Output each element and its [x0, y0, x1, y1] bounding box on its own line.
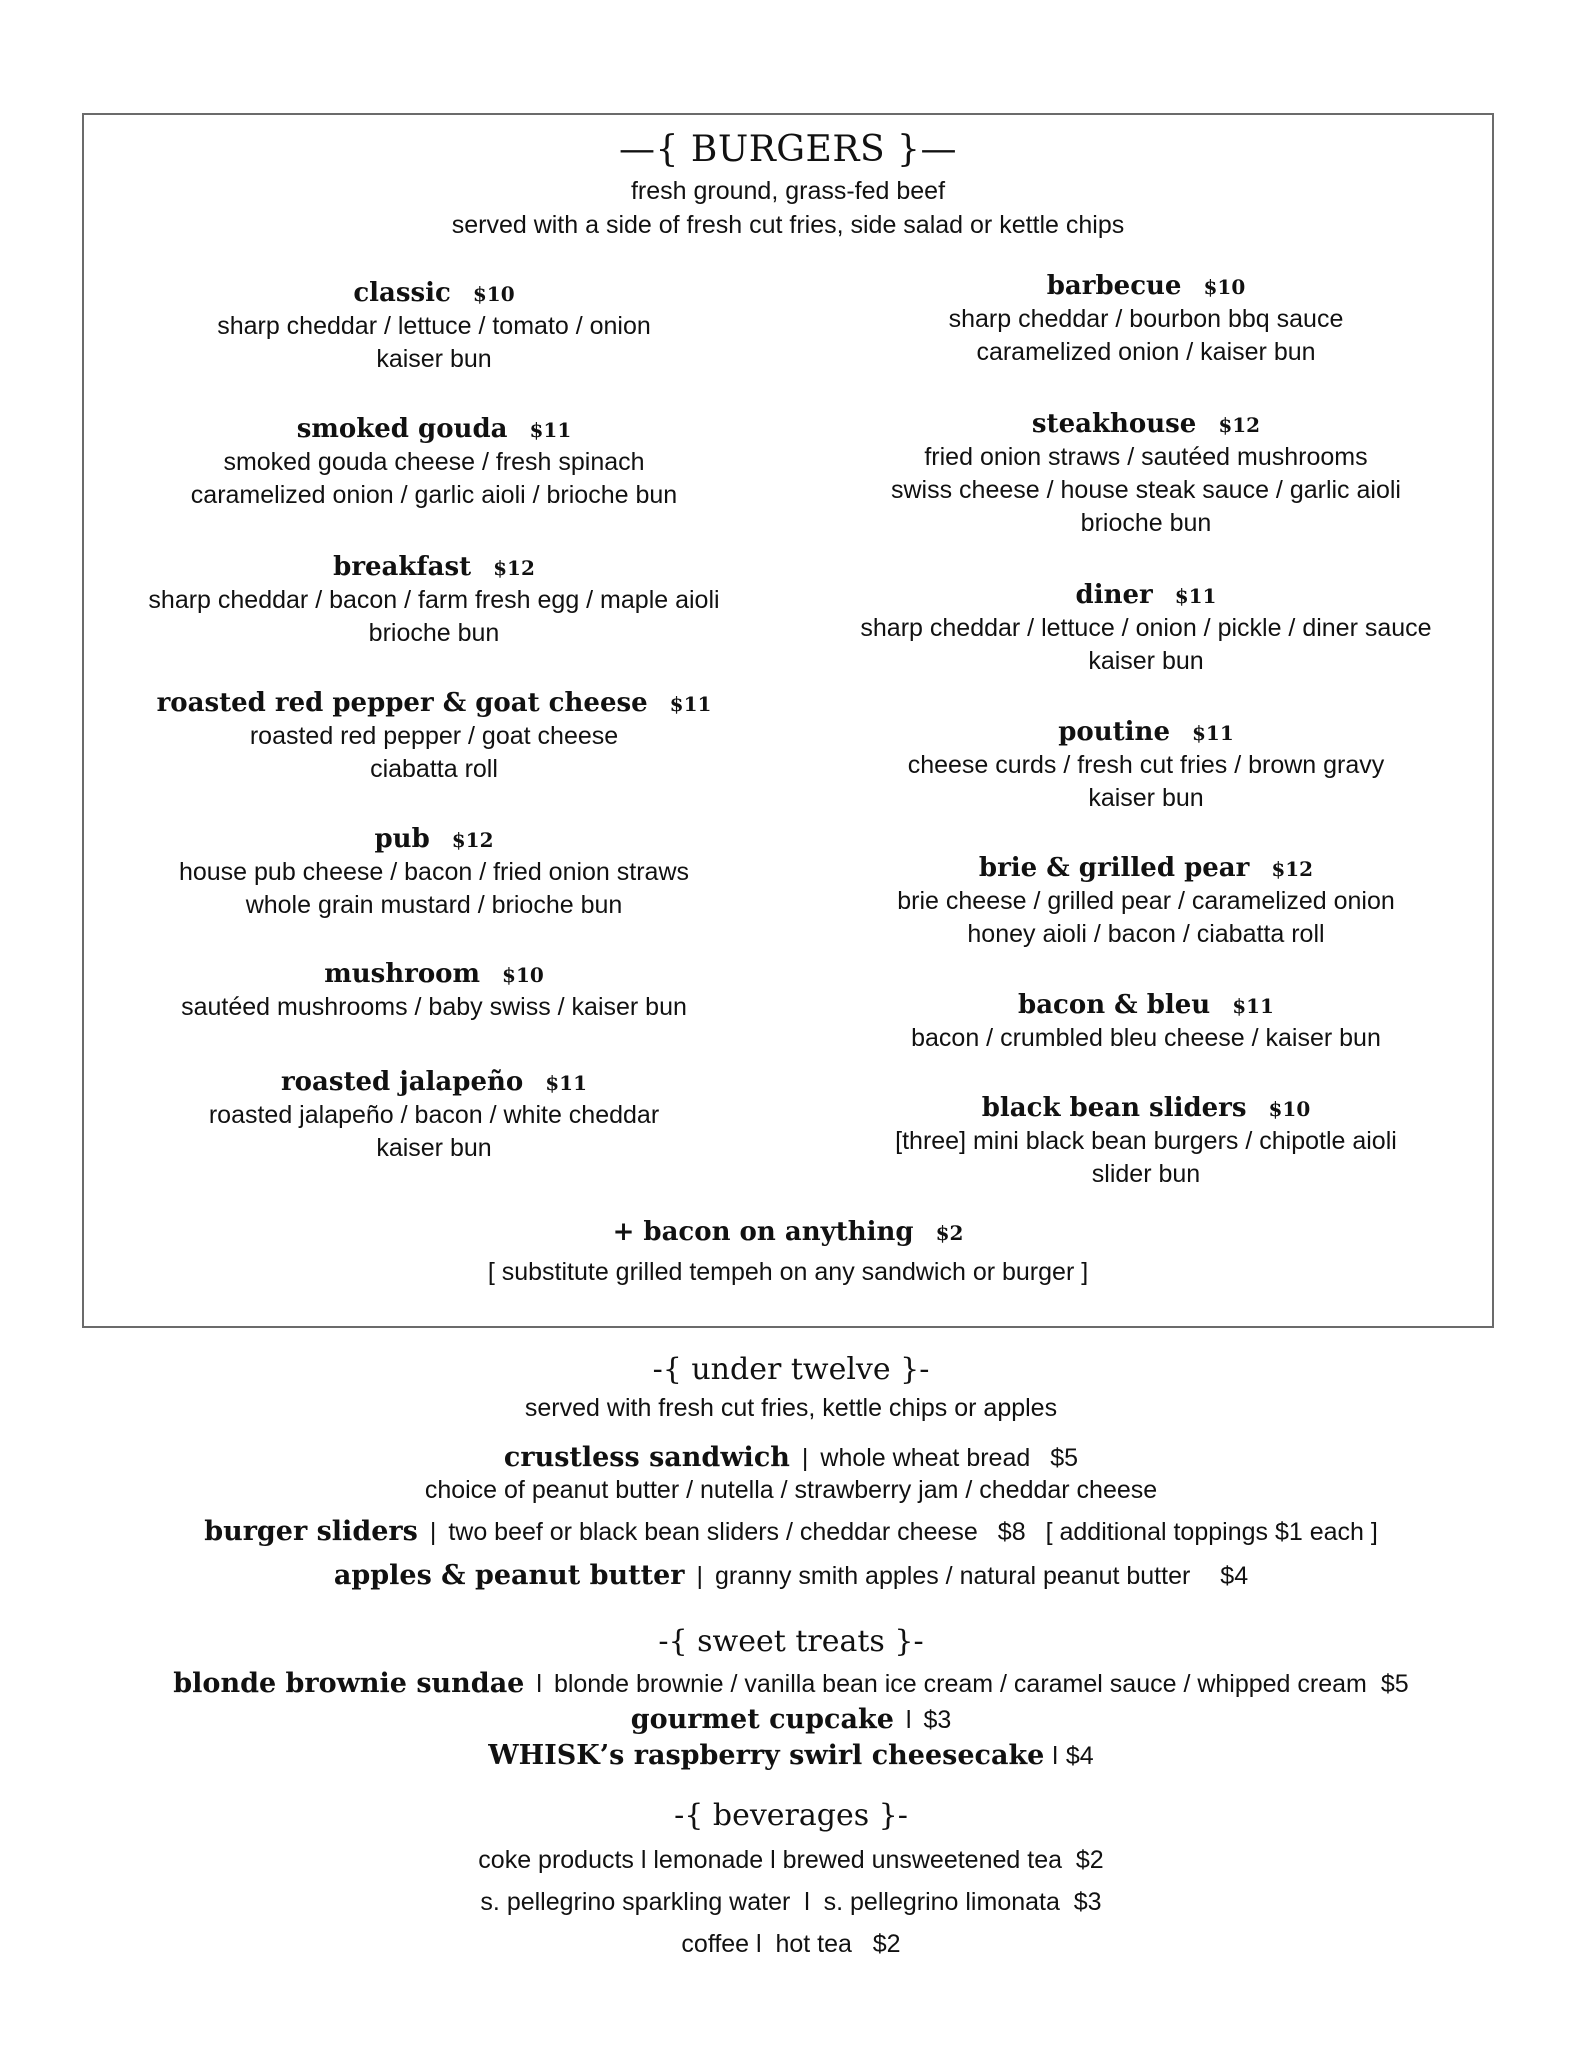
- menu-item: [796, 988, 1496, 1055]
- item-name: breakfast: [333, 552, 472, 582]
- item-desc: bacon / crumbled bleu cheese / kaiser bun: [911, 1024, 1381, 1052]
- addon-bacon: [84, 1217, 1492, 1247]
- section-title-under-twelve: -{ under twelve }-: [652, 1352, 930, 1387]
- menu-item: [84, 550, 784, 650]
- section-title-burgers: —{ BURGERS }—: [619, 129, 957, 170]
- item-desc: brioche bun: [1080, 509, 1212, 537]
- item-price: $12: [493, 556, 535, 580]
- separator: l: [1052, 1742, 1058, 1770]
- item-price: $11: [1232, 994, 1274, 1018]
- item-desc: smoked gouda cheese / fresh spinach: [223, 448, 645, 476]
- menu-item: [84, 822, 784, 922]
- addon-name: + bacon on anything: [612, 1217, 914, 1247]
- item-price: $11: [669, 692, 712, 716]
- item-name: diner: [1075, 580, 1153, 610]
- dessert-item-cheesecake: [0, 1740, 1582, 1771]
- burgers-sides-note: served with a side of fresh cut fries, side salad or kettle chips: [451, 211, 1125, 239]
- burgers-section: [82, 113, 1494, 1328]
- item-desc: ciabatta roll: [370, 755, 498, 783]
- kids-item-apples-peanut-butter: [0, 1560, 1582, 1591]
- item-desc: caramelized onion / kaiser bun: [976, 338, 1316, 366]
- item-desc: sharp cheddar / lettuce / onion / pickle / diner sauce: [860, 614, 1432, 642]
- item-price: $12: [451, 828, 494, 852]
- separator: |: [801, 1444, 809, 1472]
- item-price: $10: [1203, 275, 1246, 299]
- item-desc: brioche bun: [368, 619, 500, 647]
- item-price: $5: [1380, 1670, 1409, 1698]
- item-name: smoked gouda: [296, 414, 508, 444]
- item-desc: kaiser bun: [1088, 647, 1204, 675]
- item-name: mushroom: [324, 959, 481, 989]
- item-desc: roasted jalapeño / bacon / white cheddar: [208, 1101, 660, 1129]
- item-price: $8: [997, 1518, 1026, 1546]
- menu-item: [84, 957, 784, 1024]
- item-desc: swiss cheese / house steak sauce / garlic aioli: [891, 476, 1401, 504]
- item-price: $12: [1271, 857, 1314, 881]
- menu-item: [84, 1065, 784, 1165]
- item-price: $4: [1220, 1562, 1249, 1590]
- item-detail: two beef or black bean sliders / cheddar cheese: [448, 1518, 978, 1546]
- item-name: gourmet cupcake: [630, 1704, 894, 1735]
- separator: l: [905, 1706, 912, 1734]
- item-desc: sharp cheddar / bourbon bbq sauce: [948, 305, 1344, 333]
- item-extra: [ additional toppings $1 each ]: [1045, 1518, 1378, 1546]
- item-desc: honey aioli / bacon / ciabatta roll: [967, 920, 1325, 948]
- under-twelve-subtitle: served with fresh cut fries, kettle chips or apples: [524, 1394, 1058, 1422]
- item-desc: slider bun: [1091, 1160, 1201, 1188]
- burgers-subtitle: fresh ground, grass-fed beef: [630, 177, 946, 205]
- addon-price: $2: [935, 1221, 964, 1245]
- item-price: $5: [1050, 1444, 1079, 1472]
- item-price: $10: [1268, 1097, 1311, 1121]
- kids-item-burger-sliders: [0, 1516, 1582, 1547]
- item-name: black bean sliders: [981, 1093, 1247, 1123]
- item-desc: roasted red pepper / goat cheese: [249, 722, 619, 750]
- separator: |: [429, 1518, 437, 1546]
- item-name: pub: [374, 824, 430, 854]
- dessert-item-blonde-brownie-sundae: [0, 1668, 1582, 1699]
- item-detail: granny smith apples / natural peanut butter: [715, 1562, 1191, 1590]
- item-desc: sharp cheddar / bacon / farm fresh egg / maple aioli: [148, 586, 720, 614]
- item-desc: whole grain mustard / brioche bun: [245, 891, 623, 919]
- item-name: bacon & bleu: [1018, 990, 1211, 1020]
- item-price: $11: [1174, 584, 1217, 608]
- menu-item: [796, 269, 1496, 369]
- item-name: brie & grilled pear: [978, 853, 1250, 883]
- separator: |: [696, 1562, 703, 1590]
- kids-item-crustless-sandwich-choices: choice of peanut butter / nutella / strawberry jam / cheddar cheese: [424, 1476, 1158, 1504]
- menu-item: [796, 407, 1496, 540]
- kids-item-crustless-sandwich: [0, 1442, 1582, 1473]
- item-name: classic: [353, 278, 451, 308]
- separator: l: [536, 1670, 542, 1698]
- item-price: $10: [502, 963, 544, 987]
- item-name: roasted jalapeño: [280, 1067, 524, 1097]
- item-desc: fried onion straws / sautéed mushrooms: [924, 443, 1368, 471]
- menu-item: [84, 276, 784, 376]
- dessert-item-gourmet-cupcake: [0, 1704, 1582, 1735]
- item-desc: cheese curds / fresh cut fries / brown gravy: [907, 751, 1385, 779]
- item-name: burger sliders: [204, 1516, 418, 1547]
- beverage-line: s. pellegrino sparkling water l s. pellegrino limonata $3: [480, 1888, 1102, 1916]
- menu-item: [796, 851, 1496, 951]
- item-price: $10: [472, 282, 515, 306]
- item-detail: whole wheat bread: [820, 1444, 1031, 1472]
- section-title-sweet-treats: -{ sweet treats }-: [658, 1624, 924, 1659]
- item-name: steakhouse: [1031, 409, 1197, 439]
- item-desc: brie cheese / grilled pear / caramelized onion: [897, 887, 1395, 915]
- item-desc: caramelized onion / garlic aioli / brioche bun: [190, 481, 678, 509]
- item-desc: sharp cheddar / lettuce / tomato / onion: [217, 312, 651, 340]
- section-title-beverages: -{ beverages }-: [674, 1798, 908, 1833]
- item-price: $11: [529, 418, 572, 442]
- item-name: poutine: [1058, 717, 1170, 747]
- item-price: $3: [923, 1706, 952, 1734]
- item-desc: sautéed mushrooms / baby swiss / kaiser bun: [181, 993, 687, 1021]
- item-name: crustless sandwich: [503, 1442, 790, 1473]
- item-name: blonde brownie sundae: [173, 1668, 525, 1699]
- menu-item: [84, 686, 784, 786]
- tempeh-note: [ substitute grilled tempeh on any sandwich or burger ]: [487, 1258, 1089, 1286]
- item-name: WHISK’s raspberry swirl cheesecake: [488, 1740, 1045, 1771]
- item-name: barbecue: [1046, 271, 1182, 301]
- beverage-line: coke products l lemonade l brewed unsweetened tea $2: [478, 1846, 1104, 1874]
- item-name: apples & peanut butter: [333, 1560, 685, 1591]
- item-desc: kaiser bun: [376, 345, 492, 373]
- item-price: $4: [1065, 1742, 1094, 1770]
- menu-item: [796, 1091, 1496, 1191]
- menu-item: [796, 578, 1496, 678]
- beverage-line: coffee l hot tea $2: [681, 1930, 901, 1958]
- item-desc: [three] mini black bean burgers / chipotle aioli: [895, 1127, 1397, 1155]
- item-name: roasted red pepper & goat cheese: [156, 688, 648, 718]
- item-price: $11: [1192, 721, 1234, 745]
- menu-item: [796, 715, 1496, 815]
- item-desc: house pub cheese / bacon / fried onion straws: [178, 858, 690, 886]
- menu-item: [84, 412, 784, 512]
- item-desc: kaiser bun: [1088, 784, 1204, 812]
- item-detail: blonde brownie / vanilla bean ice cream / caramel sauce / whipped cream: [553, 1670, 1367, 1698]
- item-price: $12: [1218, 413, 1261, 437]
- item-price: $11: [545, 1071, 587, 1095]
- item-desc: kaiser bun: [376, 1134, 492, 1162]
